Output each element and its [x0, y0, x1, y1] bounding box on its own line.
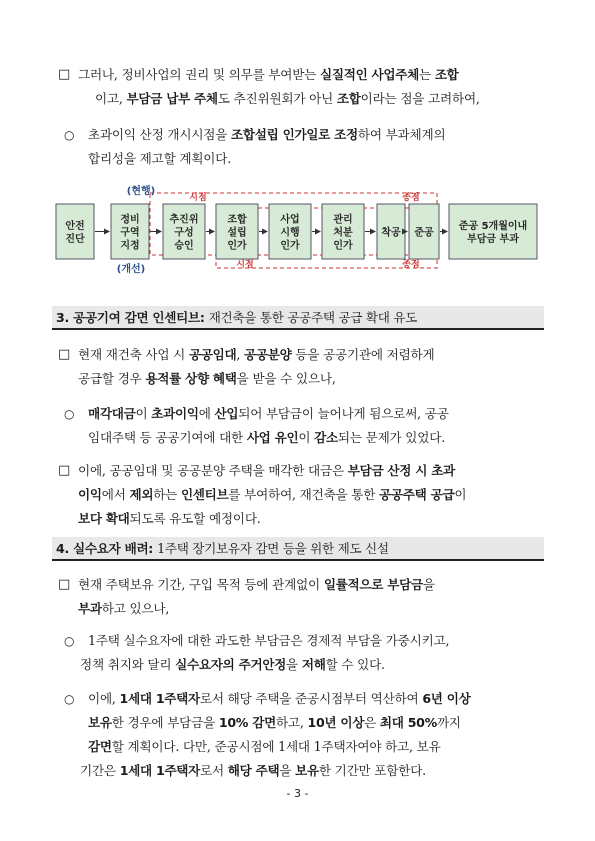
circle-bullet-icon: ○	[64, 692, 75, 706]
process-diagram	[0, 180, 595, 280]
circle-bullet-icon: ○	[64, 128, 75, 142]
p4-line-1: 매각대금이 초과이익에 산입되어 부담금이 늘어나게 됨으로써, 공공	[88, 406, 449, 421]
safety-check-label: 진단	[65, 234, 85, 245]
committee-approval-label: 추진위	[169, 214, 199, 226]
p4-line-2: 임대주택 등 공공기여에 대한 사업 유인이 감소되는 문제가 있었다.	[88, 430, 446, 445]
association-approval-label: 설립	[227, 227, 247, 239]
association-approval-label: 조합	[227, 214, 247, 226]
disposal-approval-label: 인가	[333, 240, 353, 252]
paragraph-5	[0, 460, 595, 534]
committee-approval-label: 승인	[174, 240, 194, 252]
section-3-header: 3. 공공기여 감면 인센티브: 재건축을 통한 공공주택 공급 확대 유도	[52, 306, 544, 330]
circle-bullet-icon: ○	[64, 407, 75, 421]
p2-line-2: 합리성을 제고할 계획이다.	[88, 151, 232, 166]
project-approval-label: 사업	[280, 214, 300, 226]
p5-line-1: 이에, 공공임대 및 공공분양 주택을 매각한 대금은 부담금 산정 시 초과	[78, 463, 455, 478]
square-bullet-icon: □	[58, 577, 71, 592]
p3-line-1: 현재 재건축 사업 시 공공임대, 공공분양 등을 공공기관에 저렴하게	[78, 347, 435, 362]
p8-line-4: 기간은 1세대 1주택자로서 해당 주택을 보유한 기간만 포함한다.	[80, 763, 426, 778]
association-approval-label: 인가	[227, 240, 247, 252]
levy-imposition-label: 부담금 부과	[467, 234, 519, 245]
p7-line-2: 정책 취지와 달리 실수요자의 주거안정을 저해할 수 있다.	[80, 657, 385, 672]
levy-imposition-label: 준공 5개월이내	[458, 221, 528, 232]
p1-line-1: 그러나, 정비사업의 권리 및 의무를 부여받는 실질적인 사업주체는 조합	[78, 67, 459, 82]
p5-line-3: 보다 확대되도록 유도할 예정이다.	[78, 511, 261, 526]
disposal-approval-label: 처분	[333, 227, 353, 239]
start-bottom-label: 시점	[236, 260, 254, 270]
square-bullet-icon: □	[58, 67, 71, 82]
square-bullet-icon: □	[58, 463, 71, 478]
project-approval-label: 시행	[280, 227, 300, 239]
zone-designation-label: 구역	[120, 227, 140, 239]
paragraph-3	[0, 344, 595, 394]
section-4-header: 4. 실수요자 배려: 1주택 장기보유자 감면 등을 위한 제도 신설	[52, 537, 544, 561]
page-number: - 3 -	[286, 787, 309, 800]
square-bullet-icon: □	[58, 347, 71, 362]
end-top-label: 종점	[402, 193, 420, 203]
construction-start-label: 착공	[381, 227, 401, 239]
p5-line-2: 이익에서 제외하는 인센티브를 부여하여, 재건축을 통한 공공주택 공급이	[78, 487, 467, 502]
p1-line-2: 이고, 부담금 납부 주체도 추진위원회가 아닌 조합이라는 점을 고려하여,	[95, 91, 480, 106]
current-label: (현행)	[126, 186, 156, 197]
circle-bullet-icon: ○	[64, 634, 75, 648]
project-approval-label: 인가	[280, 240, 300, 252]
p8-line-3: 감면할 계획이다. 다만, 준공시점에 1세대 1주택자여야 하고, 보유	[88, 739, 441, 754]
completion-label: 준공	[414, 227, 434, 239]
disposal-approval-label: 관리	[333, 214, 353, 226]
paragraph-7	[0, 630, 595, 680]
start-top-label: 시점	[189, 193, 207, 203]
p3-line-2: 공급할 경우 용적률 상향 혜택을 받을 수 있으나,	[78, 371, 336, 386]
p2-line-1: 초과이익 산정 개시시점을 조합설립 인가일로 조정하여 부과체계의	[88, 127, 446, 142]
paragraph-1	[0, 64, 595, 114]
zone-designation-label: 정비	[120, 214, 140, 226]
paragraph-4	[0, 403, 595, 453]
safety-check-label: 안전	[65, 221, 85, 232]
paragraph-2	[0, 124, 595, 174]
p8-line-2: 보유한 경우에 부담금을 10% 감면하고, 10년 이상은 최대 50%까지	[88, 715, 461, 730]
p6-line-2: 부과하고 있으나,	[78, 601, 170, 616]
committee-approval-label: 구성	[174, 227, 194, 239]
paragraph-6	[0, 574, 595, 624]
paragraph-8	[0, 688, 595, 786]
p7-line-1: 1주택 실수요자에 대한 과도한 부담금은 경제적 부담을 가중시키고,	[88, 633, 450, 648]
zone-designation-label: 지정	[120, 240, 140, 252]
end-bottom-label: 종점	[402, 260, 420, 270]
p8-line-1: 이에, 1세대 1주택자로서 해당 주택을 준공시점부터 역산하여 6년 이상	[88, 691, 471, 706]
improved-label: (개선)	[116, 264, 146, 275]
p6-line-1: 현재 주택보유 기간, 구입 목적 등에 관계없이 일률적으로 부담금을	[78, 577, 435, 592]
